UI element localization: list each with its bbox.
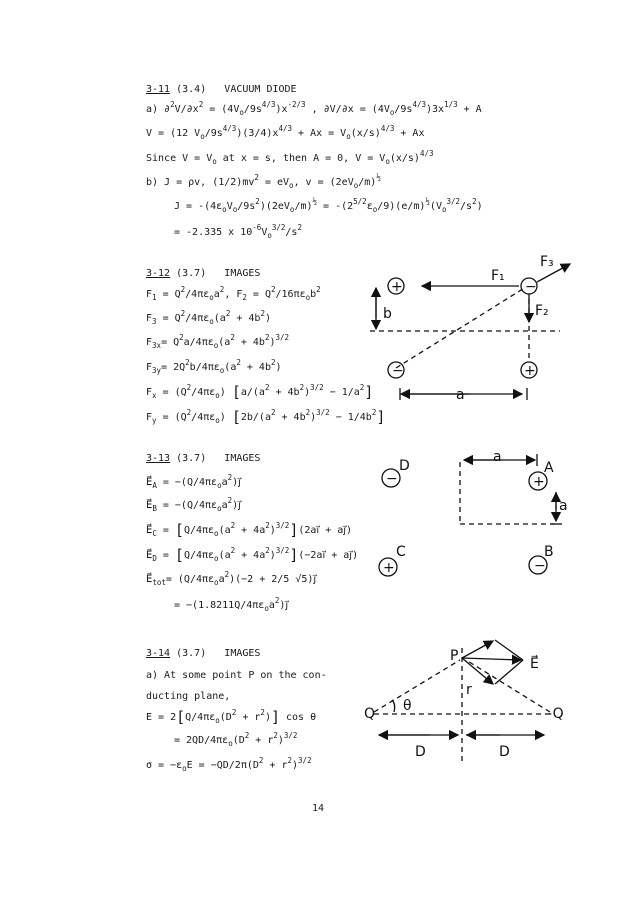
diagonal-line [396,287,526,368]
field-component-2 [462,658,493,684]
figure-3-14 [374,640,550,765]
label-b: B [544,544,554,560]
equation-line: Since $V = V_o$ at x = s, then A = 0, $V = V_o(x/s)^{4/3}$ [146,149,434,166]
label-minus-q: -Q [547,706,564,722]
equation-line: = $-(1.8211Q/4\pi\varepsilon_oa^2)j⃗$ [174,596,289,613]
label-d-left: D [415,744,426,760]
label-d: D [399,458,410,474]
sign-label: + [533,474,545,490]
label-q: Q [364,706,376,722]
equation-line: $F_1 = Q^2/4\pi\varepsilon_oa^2$, $F_2 = Q^2/16\pi\varepsilon_ob^2$ [146,285,321,302]
sign-label: − [386,471,398,487]
label-a-side: a [559,498,568,514]
equation-line: $E⃗_{tot}= (Q/4\pi\varepsilon_oa^2)(-2 + 2/5$ √5)j⃗ [146,570,317,587]
equation-line: $J = -(4\varepsilon_oV_o/9s^2)(2eV_o/m)^{\frac{1}{2}} = -(2^{5/2}\varepsilon_o/9)(e/m)^{\frac{1}{2}}(V_o^{3/2}/s^2)$ [174,197,483,214]
equation-line: $F_{3y}= 2Q^2b/4\pi\varepsilon_o(a^2 + 4b^2)$ [146,358,282,375]
label-a-corner: A [544,460,554,476]
sign-label: + [383,560,395,576]
label-f1: F₁ [491,268,505,284]
equation-line: V = (12 $V_o/9s^{4/3})(3/4)x^{4/3} + Ax = V_o(x/s)^{4/3} + Ax$ [146,124,425,141]
label-c: C [396,544,406,560]
equation-line: $F_3 = Q^2/4\pi\varepsilon_o(a^2 + 4b^2)$ [146,309,271,326]
sign-label: − [534,558,546,574]
field-resultant [462,658,521,660]
equation-line: $F_x = (Q^2/4\pi\varepsilon_o) [a/(a^2 + 4b^2)^{3/2} - 1/a^2]$ [146,383,374,401]
label-r: r [466,682,472,698]
equation-line: a) $\partial^2V/\partial x^2 = (4V_o/9s^{4/3})x^{-2/3}$ , $\partial V/\partial x = (4V_o/9s^{4/3})3x^{1/3} + A$ [146,100,482,117]
text-line: a) At some point P on the con- [146,670,327,681]
equation-line: b) J = ρv, $(1/2)mv^2 = eV_o$, $v = (2eV_o/m)^{\frac{1}{2}}$ [146,173,381,190]
label-f2: F₂ [535,303,549,319]
label-d-right: D [499,744,510,760]
equation-line: $\sigma = -\varepsilon_oE = -QD/2\pi(D^2 + r^2)^{3/2}$ [146,756,312,773]
label-a: a [456,387,465,403]
sign-label: + [391,279,403,295]
text-line: ducting plane, [146,691,231,702]
equation-line: $E = 2[Q/4\pi\varepsilon_o(D^2 + r^2)]$ cos θ [146,708,317,726]
label-theta: θ [403,698,412,714]
equation-line: $F_y = (Q^2/4\pi\varepsilon_o) [2b/(a^2 + 4b^2)^{3/2} - 1/4b^2]$ [146,408,386,426]
problem-heading-3-14: 3-14 (3.7) IMAGES [146,648,261,659]
problem-heading-3-12: 3-12 (3.7) IMAGES [146,268,261,279]
sign-label: + [524,363,536,379]
sign-label: − [392,363,404,379]
sign-label: − [525,279,537,295]
equation-line: $E⃗_C = [Q/4\pi\varepsilon_o(a^2$ + $4a^2)^{3/2}](2ai⃗$ + aj⃗) [146,521,353,539]
label-a-top: a [493,449,502,465]
equation-line: = -2.335 x $10^{-6}V_o^{3/2}/s^2$ [174,223,302,240]
equation-line: $E⃗_D = [Q/4\pi\varepsilon_o(a^2$ + $4a^2)^{3/2}](-2ai⃗$ + aj⃗) [146,546,359,564]
equation-line: $F_{3x}= Q^2a/4\pi\varepsilon_o(a^2 + 4b^2)^{3/2}$ [146,333,290,350]
equation-line: = $2QD/4\pi\varepsilon_o(D^2 + r^2)^{3/2}$ [174,731,298,748]
label-p: P [450,648,459,664]
page-number: 14 [312,803,325,814]
label-f3: F₃ [540,254,554,270]
equation-line: $E⃗_A$ = $-(Q/4\pi\varepsilon_oa^2)j⃗$ [146,473,241,490]
label-e: E⃗ [530,656,539,672]
equation-line: $E⃗_B$ = $-(Q/4\pi\varepsilon_oa^2)j⃗$ [146,496,241,513]
field-component-1 [462,641,493,658]
problem-heading-3-11: 3-11 (3.4) VACUUM DIODE [146,84,297,95]
label-b: b [383,306,392,322]
problem-heading-3-13: 3-13 (3.7) IMAGES [146,453,261,464]
